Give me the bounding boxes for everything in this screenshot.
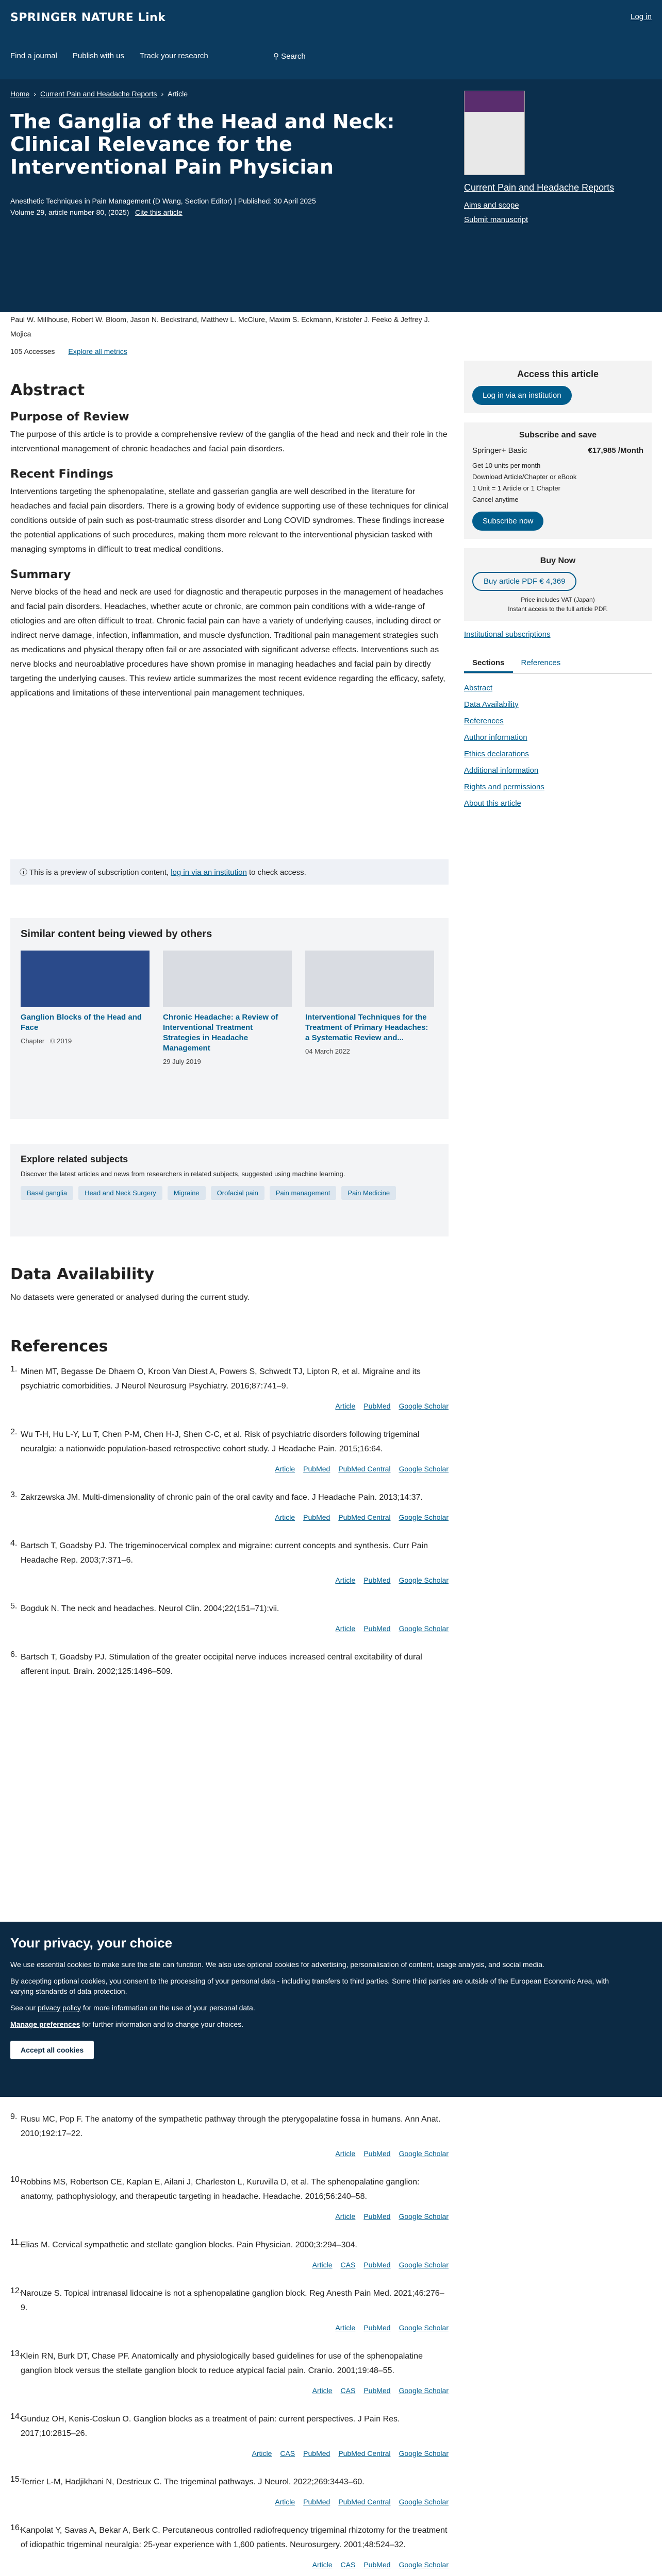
- submit-link[interactable]: Submit manuscript: [464, 215, 528, 224]
- references-continued: [10, 2112, 449, 2576]
- similar-card[interactable]: [21, 951, 150, 1065]
- subject-chip[interactable]: Migraine: [168, 1186, 206, 1200]
- reference-link[interactable]: CAS: [280, 2449, 295, 2458]
- reference-link[interactable]: Google Scholar: [399, 2324, 449, 2332]
- card-thumbnail: [305, 951, 434, 1007]
- search-button[interactable]: ⚲ Search: [273, 52, 306, 61]
- reference-link[interactable]: PubMed: [363, 2386, 391, 2395]
- reference-text: Terrier L-M, Hadjikhani N, Destrieux C. The trigeminal pathways. J Neurol. 2022;269:3443–60.: [21, 2478, 365, 2486]
- reference-link[interactable]: PubMed: [363, 2149, 391, 2158]
- plan-price: €17,985 /Month: [588, 446, 643, 455]
- subject-chip[interactable]: Pain management: [270, 1186, 337, 1200]
- section-link[interactable]: Author information: [464, 733, 527, 742]
- section-link[interactable]: Abstract: [464, 684, 493, 692]
- reference-number: 16.: [10, 2523, 22, 2532]
- search-icon: ⚲: [273, 52, 282, 61]
- reference-item: [10, 2349, 449, 2395]
- similar-card[interactable]: [163, 951, 292, 1065]
- article-meta: Anesthetic Techniques in Pain Management (D Wang, Section Editor) | Published: 30 April 2025: [10, 197, 316, 205]
- site-header: [0, 0, 662, 79]
- cite-link[interactable]: Cite this article: [135, 208, 183, 216]
- header-nav: [10, 52, 208, 60]
- reference-links: [21, 2498, 449, 2506]
- reference-link[interactable]: PubMed: [363, 1402, 391, 1410]
- reference-link[interactable]: PubMed Central: [338, 2449, 391, 2458]
- reference-link[interactable]: Article: [335, 2149, 356, 2158]
- reference-link[interactable]: PubMed Central: [338, 1513, 391, 1521]
- reference-number: 5.: [10, 1602, 18, 1611]
- reference-link[interactable]: Article: [252, 2449, 272, 2458]
- card-meta: 29 July 2019: [163, 1058, 201, 1065]
- card-meta: 04 March 2022: [305, 1047, 350, 1055]
- reference-link[interactable]: Article: [312, 2261, 333, 2269]
- reference-link[interactable]: Article: [312, 2561, 333, 2569]
- reference-link[interactable]: Article: [275, 1513, 295, 1521]
- privacy-policy-link[interactable]: privacy policy: [37, 2004, 81, 2012]
- reference-link[interactable]: Google Scholar: [399, 2449, 449, 2458]
- cookie-text: We use essential cookies to make sure the site can function. We also use optional cookies for advertising, personalisation of content, usage analysis, and social media.: [10, 1960, 545, 1969]
- subject-chip[interactable]: Orofacial pain: [211, 1186, 264, 1200]
- reference-item: [10, 1602, 449, 1633]
- reference-link[interactable]: PubMed: [363, 2561, 391, 2569]
- article-volume: Volume 29, article number 80, (2025) Cite this article: [10, 208, 183, 216]
- breadcrumb-current: Article: [168, 90, 188, 98]
- reference-link[interactable]: PubMed: [363, 1624, 391, 1633]
- reference-link[interactable]: Google Scholar: [399, 2386, 449, 2395]
- references-section: [10, 1337, 449, 1697]
- data-availability: [10, 1265, 449, 1305]
- breadcrumb: Home › Current Pain and Headache Reports › Article: [10, 90, 188, 98]
- summary-text: Nerve blocks of the head and neck are used for diagnostic and therapeutic purposes in the management of headaches and facial pain disorders. Headaches, whether acute or chronic, are common pain conditions with a wide-range of etiologies and are often difficult to treat. Chronic facial pain can have a variety of underlying causes, including direct or indirect nerve damage, infection, inflammation, and muscle dysfunction. Traditional pain management strategies such as medications and physical therapy often fail or are associated with significant adverse effects. Interventions such as nerve blocks and neuroablative procedures have shown promise in managing headaches and facial pain by directly targeting the underlying causes. This review article summarizes the most recent evidence regarding the efficacy, safety, applications and limitations of these interventional pain management techniques.: [10, 588, 445, 698]
- reference-number: 4.: [10, 1539, 18, 1548]
- references-heading: References: [10, 1337, 108, 1355]
- reference-link[interactable]: Google Scholar: [399, 2212, 449, 2221]
- reference-text: Minen MT, Begasse De Dhaem O, Kroon Van Diest A, Powers S, Schwedt TJ, Lipton R, et al. Migraine and its psychiatric comorbidities. J Neurol Neurosurg Psychiatry. 2016;87:741–9.: [21, 1367, 421, 1391]
- availability-heading: Data Availability: [10, 1265, 155, 1283]
- reference-item: [10, 1539, 449, 1584]
- reference-links: [21, 2212, 449, 2221]
- plan-name: Springer+ Basic: [472, 446, 527, 455]
- cookie-text: By accepting optional cookies, you consent to the processing of your personal data - including transfers to third parties. Some third parties are outside of the European Economic Area, with varying standards of data protection.: [10, 1977, 609, 1995]
- explore-heading: Explore related subjects: [21, 1154, 128, 1164]
- reference-text: Klein RN, Burk DT, Chase PF. Anatomically and physiologically based guidelines for use of the sphenopalatine ganglion block versus the stellate ganglion block to reduce atypical facial pain. Cranio. 2001;19:48–55.: [21, 2352, 423, 2375]
- reference-text: Zakrzewska JM. Multi-dimensionality of chronic pain of the oral cavity and face. J Headache Pain. 2013;14:37.: [21, 1493, 423, 1502]
- section-link[interactable]: Additional information: [464, 766, 539, 775]
- manage-preferences-link[interactable]: Manage preferences: [10, 2020, 80, 2028]
- reference-link[interactable]: Article: [275, 2498, 295, 2506]
- reference-item: [10, 2112, 449, 2158]
- aims-link[interactable]: Aims and scope: [464, 201, 519, 210]
- card-title[interactable]: Interventional Techniques for the Treatment of Primary Headaches: a Systematic Review and...: [305, 1013, 428, 1042]
- reference-number: 1.: [10, 1365, 18, 1374]
- findings-heading: Recent Findings: [10, 468, 113, 481]
- reference-text: Elias M. Cervical sympathetic and stellate ganglion blocks. Pain Physician. 2000;3:294–304.: [21, 2241, 357, 2249]
- springer-logo[interactable]: SPRINGER NATURE Link: [10, 11, 166, 24]
- reference-link[interactable]: Article: [335, 1624, 356, 1633]
- cookie-text: See our privacy policy for more information on the use of your personal data.: [10, 2004, 255, 2012]
- info-icon: ⓘ: [20, 868, 29, 877]
- reference-links: [21, 2149, 449, 2158]
- reference-links: [21, 1402, 449, 1410]
- reference-number: 12.: [10, 2286, 22, 2295]
- accesses-count: 105 Accesses: [10, 347, 55, 355]
- reference-text: Wu T-H, Hu L-Y, Lu T, Chen P-M, Chen H-J, Shen C-C, et al. Risk of psychiatric disorders following trigeminal neuralgia: a nationwide population-based retrospective cohort study. J Headache Pain. 2015;16:64.: [21, 1430, 420, 1453]
- reference-text: Bartsch T, Goadsby PJ. The trigeminocervical complex and migraine: current concepts and synthesis. Curr Pain Headache Rep. 2003;7:371–6.: [21, 1541, 428, 1565]
- reference-text: Kanpolat Y, Savas A, Bekar A, Berk C. Percutaneous controlled radiofrequency trigeminal rhizotomy for the treatment of idiopathic trigeminal neuralgia: 25-year experience with 1,600 patients. Neurosurgery. 2001;48:524–32.: [21, 2526, 448, 2549]
- find-journal-link[interactable]: Find a journal: [10, 52, 57, 60]
- reference-text: Gunduz OH, Kenis-Coskun O. Ganglion blocks as a treatment of pain: current perspectives. J Pain Res. 2017;10:2815–26.: [21, 2415, 400, 2438]
- reference-link[interactable]: PubMed: [363, 2212, 391, 2221]
- institutional-link[interactable]: Institutional subscriptions: [464, 630, 551, 639]
- preview-login-link[interactable]: log in via an institution: [171, 868, 247, 877]
- access-box: [464, 361, 652, 413]
- journal-link[interactable]: Current Pain and Headache Reports: [464, 182, 615, 193]
- article-hero: [0, 79, 662, 312]
- card-title[interactable]: Ganglion Blocks of the Head and Face: [21, 1013, 142, 1032]
- reference-links: [21, 1576, 449, 1584]
- reference-link[interactable]: CAS: [340, 2386, 356, 2395]
- section-nav: [464, 680, 652, 812]
- explore-subjects: [10, 1144, 449, 1236]
- reference-link[interactable]: CAS: [340, 2561, 356, 2569]
- reference-link[interactable]: PubMed: [363, 1576, 391, 1584]
- buy-heading: Buy Now: [540, 556, 576, 565]
- abstract-heading: Abstract: [10, 381, 85, 399]
- reference-link[interactable]: Google Scholar: [399, 1513, 449, 1521]
- publish-link[interactable]: Publish with us: [72, 52, 124, 60]
- section-link[interactable]: References: [464, 717, 504, 725]
- reference-links: [21, 1513, 449, 1521]
- reference-text: Narouze S. Topical intranasal lidocaine is not a sphenopalatine ganglion block. Reg Anesth Pain Med. 2021;46:276–9.: [21, 2289, 444, 2312]
- section-link[interactable]: About this article: [464, 799, 521, 808]
- reference-link[interactable]: Article: [335, 2212, 356, 2221]
- reference-number: 6.: [10, 1650, 18, 1659]
- reference-item: [10, 2175, 449, 2221]
- buy-box: [464, 548, 652, 621]
- track-research-link[interactable]: Track your research: [139, 52, 208, 60]
- breadcrumb-home[interactable]: Home: [10, 90, 30, 98]
- reference-link[interactable]: Article: [312, 2386, 333, 2395]
- reference-link[interactable]: PubMed: [303, 2449, 330, 2458]
- reference-item: [10, 1428, 449, 1473]
- reference-text: Rusu MC, Pop F. The anatomy of the sympathetic pathway through the pterygopalatine fossa in humans. Ann Anat. 2010;192:17–22.: [21, 2115, 441, 2138]
- reference-text: Bartsch T, Goadsby PJ. Stimulation of the greater occipital nerve induces increased central excitability of dural afferent input. Brain. 2002;125:1496–509.: [21, 1653, 422, 1676]
- buy-pdf-button[interactable]: Buy article PDF € 4,369: [472, 572, 576, 591]
- purpose-text: The purpose of this article is to provide a comprehensive review of the ganglia of the head and neck and their role in the interventional management of chronic headaches and facial pain disorders.: [10, 430, 448, 453]
- metrics-bar: [10, 347, 127, 355]
- subscribe-heading: Subscribe and save: [519, 431, 597, 439]
- instant-note: Instant access to the full article PDF.: [508, 605, 608, 613]
- section-link[interactable]: Rights and permissions: [464, 783, 544, 791]
- journal-cover[interactable]: [464, 91, 525, 175]
- reference-links: [21, 1465, 449, 1473]
- card-meta: Chapter © 2019: [21, 1037, 72, 1045]
- reference-link[interactable]: CAS: [340, 2261, 356, 2269]
- reference-link[interactable]: PubMed Central: [338, 1465, 391, 1473]
- reference-link[interactable]: PubMed Central: [338, 2498, 391, 2506]
- reference-number: 11.: [10, 2238, 22, 2247]
- reference-link[interactable]: Google Scholar: [399, 2149, 449, 2158]
- reference-number: 14.: [10, 2412, 22, 2421]
- preview-notice: ⓘ This is a preview of subscription content, log in via an institution to check access.: [10, 859, 449, 885]
- reference-link[interactable]: Article: [275, 1465, 295, 1473]
- subject-chip[interactable]: Basal ganglia: [21, 1186, 73, 1200]
- reference-link[interactable]: Google Scholar: [399, 2498, 449, 2506]
- reference-links: [21, 2386, 449, 2395]
- article-title: The Ganglia of the Head and Neck: Clinical Relevance for the Interventional Pain Physician: [10, 110, 395, 178]
- accept-cookies-button[interactable]: Accept all cookies: [10, 2041, 94, 2059]
- reference-number: 3.: [10, 1490, 18, 1499]
- tab-references[interactable]: References: [521, 658, 561, 667]
- reference-links: [21, 2324, 449, 2332]
- reference-number: 10.: [10, 2175, 22, 2184]
- cookie-heading: Your privacy, your choice: [10, 1935, 173, 1951]
- reference-link[interactable]: Google Scholar: [399, 1576, 449, 1584]
- reference-link[interactable]: Google Scholar: [399, 2261, 449, 2269]
- subject-chip[interactable]: Head and Neck Surgery: [78, 1186, 162, 1200]
- reference-number: 2.: [10, 1428, 18, 1436]
- similar-heading: Similar content being viewed by others: [21, 928, 212, 940]
- feature-item: Get 10 units per month: [472, 462, 541, 469]
- reference-link[interactable]: Article: [335, 1402, 356, 1410]
- tab-sections[interactable]: Sections: [464, 654, 513, 673]
- card-thumbnail: [163, 951, 292, 1007]
- findings-text: Interventions targeting the sphenopalatine, stellate and gasserian ganglia are well described in the literature for headaches and facial pain disorders. There is a growing body of evidence supporting use of these techniques for clinical conditions outside of pain such as post-traumatic stress disorder and Long COVID syndromes. These findings increase the potential applications of such procedures, making them more relevant to the interventional physician tasked with managing symptoms in difficult to treat medical conditions.: [10, 487, 449, 554]
- reference-links: [21, 1624, 449, 1633]
- feature-item: Download Article/Chapter or eBook: [472, 473, 577, 481]
- card-title[interactable]: Chronic Headache: a Review of Interventional Treatment Strategies in Headache Management: [163, 1013, 278, 1053]
- cookie-text: Manage preferences for further information and to change your choices.: [10, 2020, 244, 2028]
- reference-link[interactable]: PubMed: [303, 2498, 330, 2506]
- author-list[interactable]: Paul W. Millhouse, Robert W. Bloom, Jason N. Beckstrand, Matthew L. McClure, Maxim S. Eckmann, Kristofer J. Feeko & Jeffrey J. Mojica: [10, 315, 430, 338]
- reference-item: [10, 2523, 449, 2569]
- reference-link[interactable]: Google Scholar: [399, 1624, 449, 1633]
- subscribe-button[interactable]: Subscribe now: [472, 512, 543, 531]
- reference-text: Bogduk N. The neck and headaches. Neurol Clin. 2004;22(151–71):vii.: [21, 1604, 279, 1613]
- reference-link[interactable]: Article: [335, 2324, 356, 2332]
- abstract-section: [10, 381, 449, 701]
- section-link[interactable]: Data Availability: [464, 700, 519, 709]
- section-link[interactable]: Ethics declarations: [464, 750, 529, 758]
- institution-login-button[interactable]: Log in via an institution: [472, 386, 572, 405]
- reference-links: [21, 2261, 449, 2269]
- vat-note: Price includes VAT (Japan): [521, 596, 595, 603]
- reference-number: 15.: [10, 2475, 22, 2484]
- reference-links: [21, 2561, 449, 2569]
- feature-item: 1 Unit = 1 Article or 1 Chapter: [472, 484, 560, 492]
- reference-item: [10, 1490, 449, 1521]
- subject-chip[interactable]: Pain Medicine: [341, 1186, 396, 1200]
- reference-links: [21, 2449, 449, 2458]
- reference-number: 13.: [10, 2349, 22, 2358]
- reference-link[interactable]: PubMed: [303, 1513, 330, 1521]
- reference-item: [10, 2412, 449, 2458]
- reference-link[interactable]: PubMed: [303, 1465, 330, 1473]
- plan-features: [472, 460, 643, 505]
- summary-heading: Summary: [10, 568, 71, 581]
- similar-content: [10, 918, 449, 1119]
- reference-item: [10, 2286, 449, 2332]
- reference-text: Robbins MS, Robertson CE, Kaplan E, Ailani J, Charleston L, Kuruvilla D, et al. The sphenopalatine ganglion: anatomy, pathophysiology, and therapeutic targeting in headache. Headache. 2016;56:240–58.: [21, 2178, 420, 2201]
- explore-desc: Discover the latest articles and news from researchers in related subjects, suggested using machine learning.: [21, 1170, 345, 1178]
- breadcrumb-journal[interactable]: Current Pain and Headache Reports: [40, 90, 157, 98]
- card-thumbnail: [21, 951, 150, 1007]
- plan-row: [472, 446, 643, 455]
- access-heading: Access this article: [517, 369, 599, 379]
- cookie-banner: [0, 1922, 662, 2097]
- reference-item: [10, 2475, 449, 2506]
- sidebar: [464, 361, 652, 812]
- similar-card[interactable]: [305, 951, 434, 1065]
- login-link[interactable]: Log in: [631, 12, 652, 21]
- reference-link[interactable]: Google Scholar: [399, 1402, 449, 1410]
- subscribe-box: [464, 422, 652, 539]
- reference-number: 9.: [10, 2112, 18, 2121]
- reference-item: [10, 1365, 449, 1410]
- metrics-link[interactable]: Explore all metrics: [68, 347, 127, 355]
- reference-item: [10, 2238, 449, 2269]
- feature-item: Cancel anytime: [472, 496, 519, 503]
- reference-link[interactable]: PubMed: [363, 2324, 391, 2332]
- reference-item: [10, 1650, 449, 1679]
- reference-link[interactable]: Google Scholar: [399, 2561, 449, 2569]
- reference-link[interactable]: Article: [335, 1576, 356, 1584]
- purpose-heading: Purpose of Review: [10, 411, 129, 423]
- availability-text: No datasets were generated or analysed during the current study.: [10, 1293, 250, 1302]
- reference-link[interactable]: Google Scholar: [399, 1465, 449, 1473]
- reference-link[interactable]: PubMed: [363, 2261, 391, 2269]
- sidebar-tabs: [464, 654, 652, 674]
